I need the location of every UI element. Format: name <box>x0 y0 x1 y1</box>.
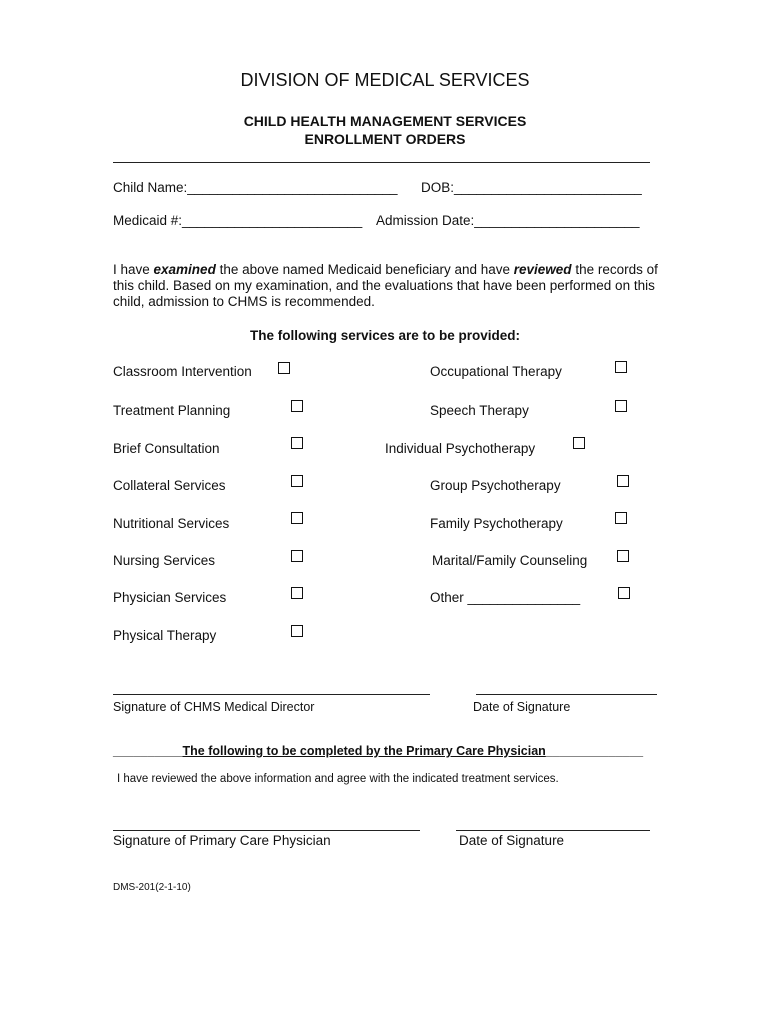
pcp-signature-label: Signature of Primary Care Physician <box>113 833 331 848</box>
service-label-group-psychotherapy: Group Psychotherapy <box>430 478 561 493</box>
service-label-treatment-planning: Treatment Planning <box>113 403 231 418</box>
physician-statement <box>113 262 673 310</box>
director-signature-line[interactable] <box>113 694 430 695</box>
service-label-nutritional-services: Nutritional Services <box>113 516 230 531</box>
service-label-collateral-services: Collateral Services <box>113 478 226 493</box>
checkbox-physical-therapy[interactable] <box>291 625 303 637</box>
checkbox-nursing-services[interactable] <box>291 550 303 562</box>
checkbox-physician-services[interactable] <box>291 587 303 599</box>
checkbox-brief-consultation[interactable] <box>291 437 303 449</box>
service-label-classroom-intervention: Classroom Intervention <box>113 364 252 379</box>
checkbox-group-psychotherapy[interactable] <box>617 475 629 487</box>
pcp-heading-prefix: __________ <box>113 744 183 758</box>
statement-part3: the records of this child. Based on my examination, and the evaluations that have been performed on this child, admission to CHMS is recommended. <box>113 262 658 309</box>
service-label-individual-psychotherapy: Individual Psychotherapy <box>385 441 536 456</box>
header-divider <box>113 162 650 163</box>
checkbox-nutritional-services[interactable] <box>291 512 303 524</box>
service-label-family-psychotherapy: Family Psychotherapy <box>430 516 563 531</box>
director-date-line[interactable] <box>476 694 657 695</box>
pcp-signature-line[interactable] <box>113 830 420 831</box>
checkbox-occupational-therapy[interactable] <box>615 361 627 373</box>
form-code: DMS-201(2-1-10) <box>113 882 191 893</box>
statement-part2: the above named Medicaid beneficiary and have <box>215 262 514 277</box>
admission-date-field[interactable]: Admission Date:______________________ <box>376 213 640 228</box>
checkbox-classroom-intervention[interactable] <box>278 362 290 374</box>
checkbox-individual-psychotherapy[interactable] <box>573 437 585 449</box>
checkbox-treatment-planning[interactable] <box>291 400 303 412</box>
medicaid-number-field[interactable]: Medicaid #:________________________ <box>113 213 363 228</box>
pcp-heading-text: The following to be completed by the Primary Care Physician <box>182 744 546 758</box>
director-signature-label: Signature of CHMS Medical Director <box>113 700 315 714</box>
pcp-date-label: Date of Signature <box>459 833 565 848</box>
pcp-section-heading <box>113 744 643 758</box>
child-name-field[interactable]: Child Name:____________________________ <box>113 180 398 195</box>
service-label-marital-family-counseling: Marital/Family Counseling <box>432 553 588 568</box>
statement-part1: I have <box>113 262 154 277</box>
service-label-nursing-services: Nursing Services <box>113 553 216 568</box>
checkbox-other[interactable] <box>618 587 630 599</box>
pcp-statement: I have reviewed the above information and agree with the indicated treatment services. <box>117 773 559 785</box>
pcp-heading-suffix: ______________ <box>545 744 644 758</box>
document-subtitle-line2: ENROLLMENT ORDERS <box>304 131 466 147</box>
service-label-occupational-therapy: Occupational Therapy <box>430 364 562 379</box>
director-date-label: Date of Signature <box>473 700 571 714</box>
document-title: DIVISION OF MEDICAL SERVICES <box>240 70 530 90</box>
pcp-date-line[interactable] <box>456 830 650 831</box>
services-heading: The following services are to be provided: <box>249 328 521 343</box>
service-label-physical-therapy: Physical Therapy <box>113 628 217 643</box>
checkbox-marital-family-counseling[interactable] <box>617 550 629 562</box>
document-subtitle-line1: CHILD HEALTH MANAGEMENT SERVICES <box>243 113 527 129</box>
checkbox-family-psychotherapy[interactable] <box>615 512 627 524</box>
service-label-other[interactable]: Other _______________ <box>430 590 581 605</box>
service-label-brief-consultation: Brief Consultation <box>113 441 220 456</box>
statement-examined: examined <box>153 262 216 277</box>
checkbox-speech-therapy[interactable] <box>615 400 627 412</box>
checkbox-collateral-services[interactable] <box>291 475 303 487</box>
service-label-speech-therapy: Speech Therapy <box>430 403 529 418</box>
dob-field[interactable]: DOB:_________________________ <box>421 180 642 195</box>
service-label-physician-services: Physician Services <box>113 590 227 605</box>
statement-reviewed: reviewed <box>513 262 572 277</box>
